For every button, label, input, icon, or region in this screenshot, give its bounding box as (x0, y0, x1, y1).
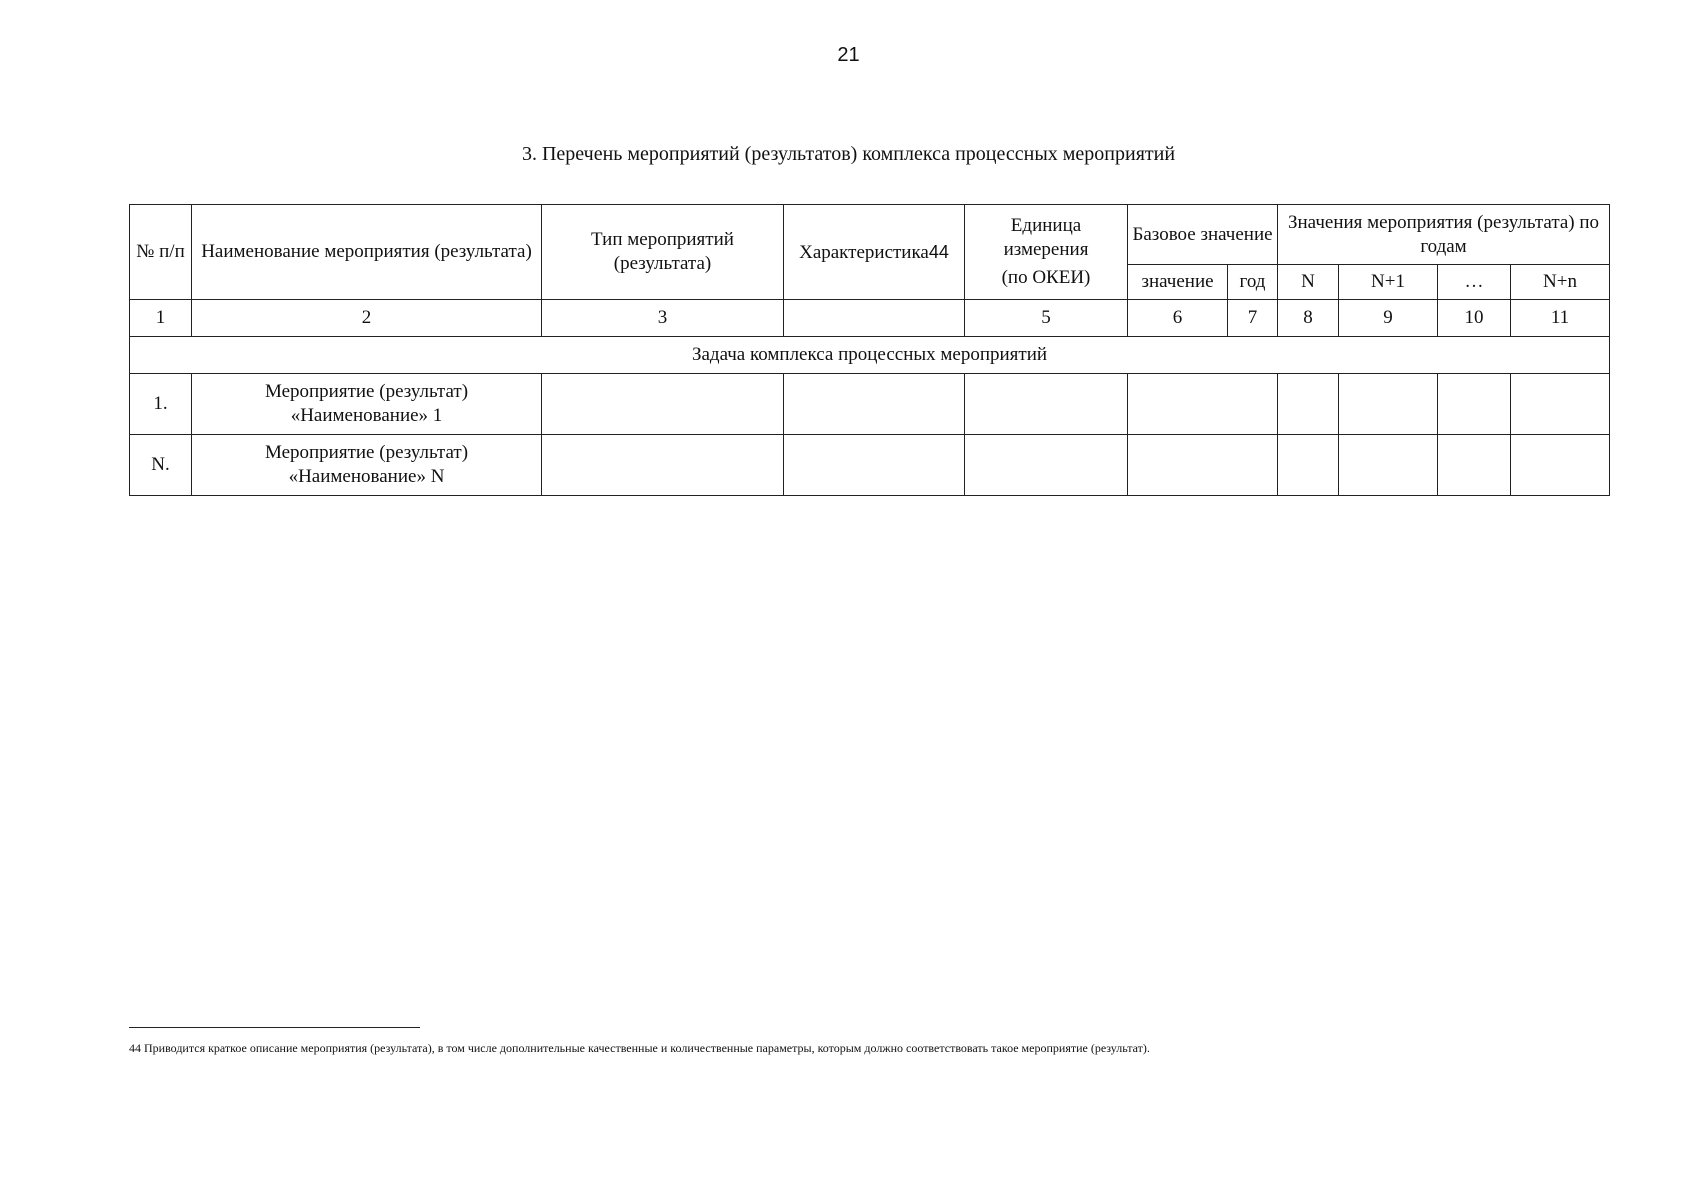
column-number: 9 (1339, 300, 1438, 337)
column-number (784, 300, 965, 337)
column-number: 2 (192, 300, 542, 337)
column-numbers-row (130, 300, 1610, 337)
header-unit-label: Единица измерения (1003, 215, 1089, 260)
table-row (130, 374, 1610, 435)
column-number: 11 (1511, 300, 1610, 337)
header-name: Наименование мероприятия (результата) (192, 205, 542, 300)
header-year-n: N (1278, 265, 1339, 300)
empty-cell (542, 435, 784, 496)
events-table (129, 204, 1610, 496)
header-year-n1: N+1 (1339, 265, 1438, 300)
row-number: N. (130, 435, 192, 496)
header-year-ellipsis: … (1438, 265, 1511, 300)
empty-cell (1128, 435, 1278, 496)
column-number: 7 (1228, 300, 1278, 337)
column-number: 10 (1438, 300, 1511, 337)
empty-cell (1438, 435, 1511, 496)
empty-cell (1511, 435, 1610, 496)
empty-cell (965, 374, 1128, 435)
task-title: Задача комплекса процессных мероприятий (130, 337, 1610, 374)
empty-cell (1128, 374, 1278, 435)
table-row (130, 435, 1610, 496)
column-number: 8 (1278, 300, 1339, 337)
empty-cell (542, 374, 784, 435)
header-row (130, 205, 1610, 265)
header-base-year: год (1228, 265, 1278, 300)
header-num: № п/п (130, 205, 192, 300)
column-number: 1 (130, 300, 192, 337)
header-characteristic (784, 205, 965, 300)
header-year-nn: N+n (1511, 265, 1610, 300)
task-row (130, 337, 1610, 374)
row-event-name (192, 374, 542, 435)
row-event-name-line1: Мероприятие (результат) (264, 442, 469, 463)
empty-cell (1339, 435, 1438, 496)
row-event-name-line2: «Наименование» N (288, 466, 445, 487)
empty-cell (1511, 374, 1610, 435)
characteristic-label: Характеристика (799, 241, 929, 263)
header-base: Базовое значение (1128, 205, 1278, 265)
footnote: 44 Приводится краткое описание мероприятия (результата), в том числе дополнительные качественные и количественные параметры, которым должно соответствовать такое мероприятие (результат). (129, 1041, 1150, 1055)
row-event-name-line2: «Наименование» 1 (290, 405, 443, 426)
footnote-separator (129, 1027, 420, 1028)
header-type: Тип мероприятий (результата) (542, 205, 784, 300)
page-number: 21 (837, 44, 860, 66)
empty-cell (784, 435, 965, 496)
header-unit-okei: (по ОКЕИ) (1001, 267, 1091, 288)
column-number: 3 (542, 300, 784, 337)
empty-cell (784, 374, 965, 435)
empty-cell (965, 435, 1128, 496)
column-number: 5 (965, 300, 1128, 337)
empty-cell (1339, 374, 1438, 435)
footnote-ref: 44 (928, 241, 949, 262)
column-number: 6 (1128, 300, 1228, 337)
header-by-years: Значения мероприятия (результата) по годам (1278, 205, 1610, 265)
empty-cell (1278, 435, 1339, 496)
row-number: 1. (130, 374, 192, 435)
empty-cell (1278, 374, 1339, 435)
row-event-name-line1: Мероприятие (результат) (264, 381, 469, 402)
row-event-name (192, 435, 542, 496)
section-title: 3. Перечень мероприятий (результатов) комплекса процессных мероприятий (521, 143, 1176, 165)
empty-cell (1438, 374, 1511, 435)
header-base-value: значение (1128, 265, 1228, 300)
header-unit (965, 205, 1128, 300)
